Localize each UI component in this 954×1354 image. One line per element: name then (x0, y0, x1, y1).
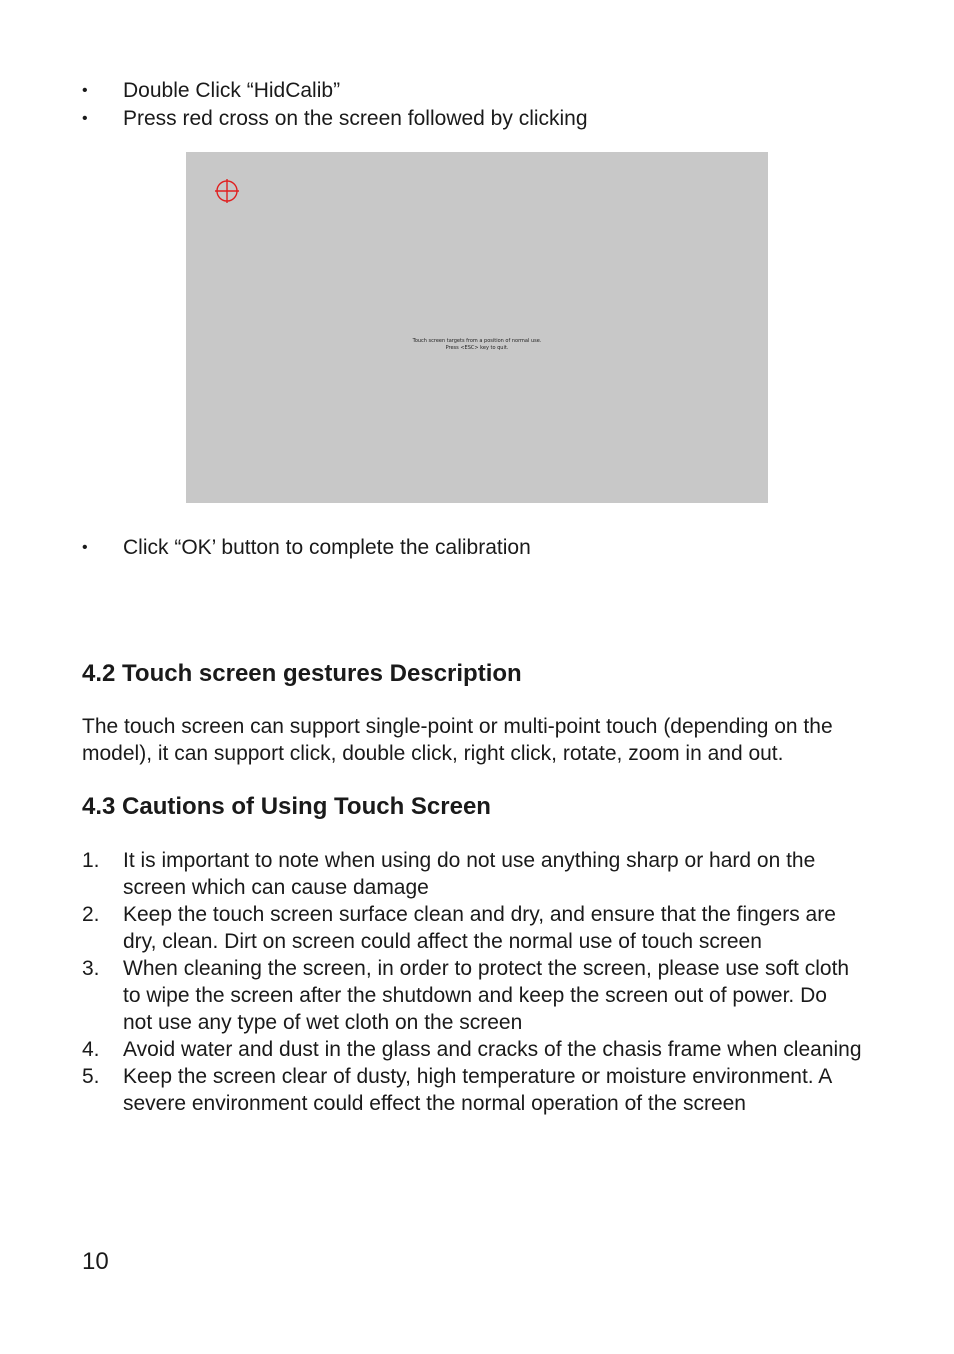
list-item-line: dry, clean. Dirt on screen could affect the normal use of touch screen (123, 930, 762, 953)
list-item-line: When cleaning the screen, in order to protect the screen, please use soft cloth (123, 957, 850, 980)
calibration-message-line1: Touch screen targets from a position of normal use. (412, 338, 542, 344)
bullet-item (82, 534, 882, 561)
list-item-line: not use any type of wet cloth on the screen (123, 1011, 523, 1034)
list-item-line: severe environment could effect the normal operation of the screen (123, 1092, 746, 1115)
bullet-item (82, 105, 882, 132)
section-4-2-paragraph (82, 713, 882, 767)
cautions-list (82, 847, 882, 1117)
bullet-text: Double Click “HidCalib” (123, 79, 341, 102)
calibration-message-line2: Press <ESC> key to quit. (445, 345, 509, 351)
list-item-line: It is important to note when using do not use anything sharp or hard on the (123, 849, 816, 872)
bullet-mark: • (82, 110, 88, 127)
list-item (82, 847, 882, 901)
page-number: 10 (82, 1248, 109, 1275)
list-number: 3. (82, 957, 100, 980)
bullet-mark: • (82, 539, 88, 556)
bullet-text: Click “OK’ button to complete the calibration (123, 536, 531, 559)
list-item-line: Keep the touch screen surface clean and dry, and ensure that the fingers are (123, 903, 836, 926)
list-item-line: Keep the screen clear of dusty, high temperature or moisture environment. A (123, 1065, 833, 1088)
list-item-line: Avoid water and dust in the glass and cracks of the chasis frame when cleaning (123, 1038, 862, 1061)
list-item (82, 1036, 882, 1063)
list-item (82, 1063, 882, 1117)
list-item (82, 955, 882, 1036)
calibration-screenshot (186, 152, 768, 503)
list-number: 4. (82, 1038, 100, 1061)
section-heading-4-2: 4.2 Touch screen gestures Description (82, 660, 522, 687)
bullet-mark: • (82, 82, 88, 99)
list-item-line: to wipe the screen after the shutdown and keep the screen out of power. Do (123, 984, 827, 1007)
list-item (82, 901, 882, 955)
list-number: 2. (82, 903, 100, 926)
crosshair-target-icon (215, 179, 239, 203)
bullet-item (82, 77, 882, 104)
list-item-line: screen which can cause damage (123, 876, 429, 899)
calibration-message (186, 338, 768, 352)
paragraph-line: model), it can support click, double click, right click, rotate, zoom in and out. (82, 742, 784, 765)
list-number: 1. (82, 849, 100, 872)
list-number: 5. (82, 1065, 100, 1088)
section-heading-4-3: 4.3 Cautions of Using Touch Screen (82, 793, 491, 820)
paragraph-line: The touch screen can support single-point or multi-point touch (depending on the (82, 715, 833, 738)
bullet-text: Press red cross on the screen followed by clicking (123, 107, 588, 130)
